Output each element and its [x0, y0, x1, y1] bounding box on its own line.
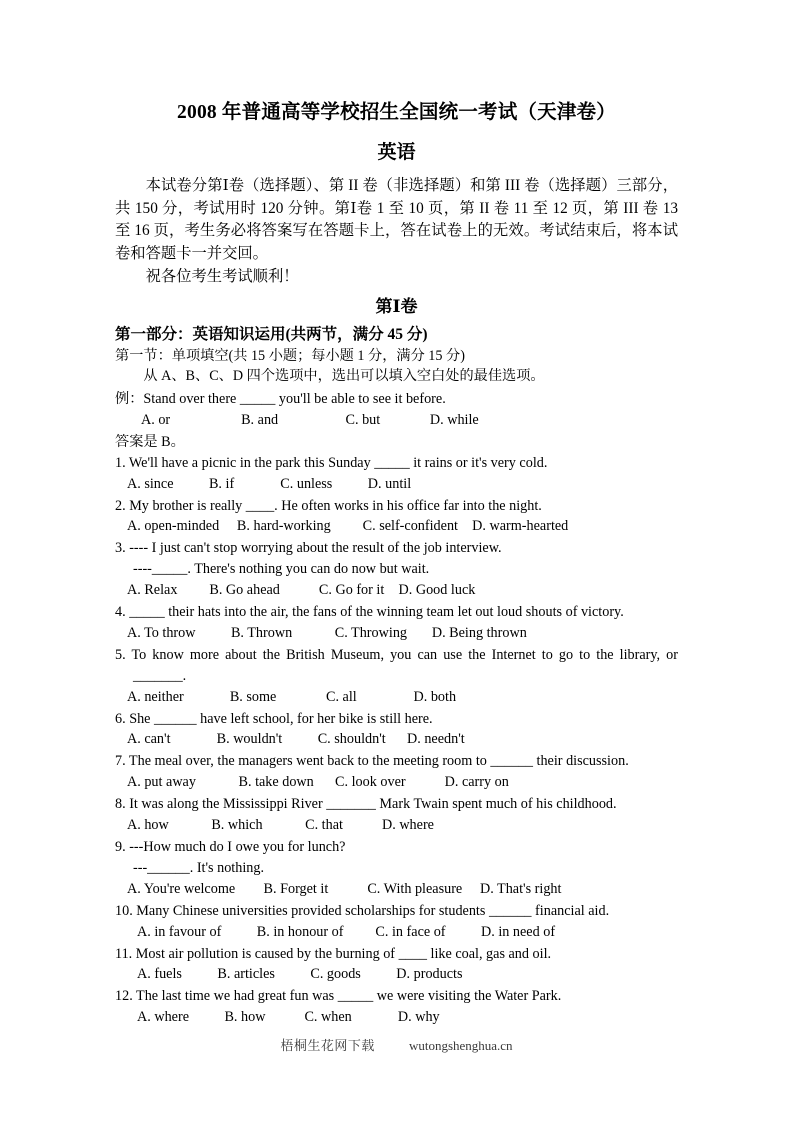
question-options[interactable]: A. in favour of B. in honour of C. in face of D. in need of [137, 923, 556, 940]
question-options[interactable]: A. Relax B. Go ahead C. Go for it D. Good luck [127, 582, 476, 599]
example-stem: 例：Stand over there _____ you'll be able to see it before. [115, 391, 446, 408]
question-stem: 1. We'll have a picnic in the park this Sunday _____ it rains or it's very cold. [115, 454, 548, 471]
question-stem: 2. My brother is really ____. He often works in his office far into the night. [115, 497, 542, 514]
question-options[interactable]: A. how B. which C. that D. where [127, 817, 434, 834]
question-stem: 11. Most air pollution is caused by the burning of ____ like coal, gas and oil. [115, 945, 552, 962]
question-item [115, 453, 678, 495]
question-options[interactable]: A. You're welcome B. Forget it C. With pleasure D. That's right [127, 880, 562, 897]
intro-paragraph-2: 祝各位考生考试顺利！ [145, 267, 299, 285]
question-item [115, 944, 678, 986]
question-stem: 7. The meal over, the managers went back to the meeting room to ______ their discussion. [115, 753, 629, 770]
question-item [115, 794, 678, 836]
question-options[interactable]: A. where B. how C. when D. why [137, 1009, 440, 1026]
question-stem-continuation: ---______. It's nothing. [133, 859, 265, 876]
question-stem: 4. _____ their hats into the air, the fans of the winning team let out loud shouts of victory. [115, 604, 624, 621]
footer-site-name: 梧桐生花网下载 [280, 1038, 375, 1053]
volume-heading: 第Ⅰ卷 [375, 297, 418, 317]
question-item [115, 901, 678, 943]
section-directions: 从 A、B、C、D 四个选项中，选出可以填入空白处的最佳选项。 [143, 368, 545, 385]
question-stem: 12. The last time we had great fun was _____ we were visiting the Water Park. [115, 988, 562, 1005]
question-item [115, 602, 678, 644]
example-answer: 答案是 B。 [115, 433, 185, 450]
question-options[interactable]: A. can't B. wouldn't C. shouldn't D. needn't [127, 731, 465, 748]
question-item [115, 751, 678, 793]
question-options[interactable]: A. neither B. some C. all D. both [127, 688, 457, 705]
page-footer [0, 1038, 793, 1055]
question-stem: 10. Many Chinese universities provided scholarships for students ______ financial aid. [115, 902, 610, 919]
section-heading: 第一节：单项填空(共 15 小题；每小题 1 分，满分 15 分) [115, 348, 465, 365]
question-options[interactable]: A. fuels B. articles C. goods D. products [137, 966, 463, 983]
question-item [115, 986, 678, 1028]
subject-title: 英语 [377, 142, 416, 164]
question-stem-continuation: ----_____. There's nothing you can do now but wait. [133, 561, 430, 578]
example-block [115, 389, 678, 451]
part-heading: 第一部分：英语知识运用(共两节，满分 45 分) [115, 326, 428, 344]
question-stem: 9. ---How much do I owe you for lunch? [115, 839, 346, 855]
question-stem: 5. To know more about the British Museum, you can use the Internet to go to the library, or [115, 646, 678, 663]
footer-site-url: wutongshenghua.cn [408, 1038, 513, 1053]
question-options[interactable]: A. To throw B. Thrown C. Throwing D. Being thrown [127, 624, 527, 641]
question-stem: 8. It was along the Mississippi River _______ Mark Twain spent much of his childhood. [115, 796, 617, 813]
question-stem: 6. She ______ have left school, for her bike is still here. [115, 710, 433, 727]
question-stem-continuation: _______. [133, 667, 187, 684]
example-options: A. or B. and C. but D. while [141, 412, 479, 429]
question-options[interactable]: A. since B. if C. unless D. until [127, 475, 412, 492]
question-item [115, 645, 678, 708]
page-title: 2008 年普通高等学校招生全国统一考试（天津卷） [177, 102, 616, 123]
question-list [115, 453, 678, 1028]
question-item [115, 538, 678, 601]
question-item [115, 709, 678, 751]
question-options[interactable]: A. put away B. take down C. look over D. carry on [127, 774, 509, 791]
question-item [115, 496, 678, 538]
question-options[interactable]: A. open-minded B. hard-working C. self-confident D. warm-hearted [127, 518, 569, 535]
question-item [115, 837, 678, 900]
question-stem: 3. ---- I just can't stop worrying about the result of the job interview. [115, 540, 502, 557]
intro-paragraph-1: 本试卷分第Ⅰ卷（选择题）、第 II 卷（非选择题）和第 III 卷（选择题）三部分，共 150 分，考试用时 120 分钟。第Ⅰ卷 1 至 10 页，第 II 卷 11 至 12 页，第 III 卷 13 至 16 页，考生务必将答案写在答题卡上，答在试卷上的无效。考试结束后，将本试卷和答题卡一并交回。 [115, 177, 678, 262]
